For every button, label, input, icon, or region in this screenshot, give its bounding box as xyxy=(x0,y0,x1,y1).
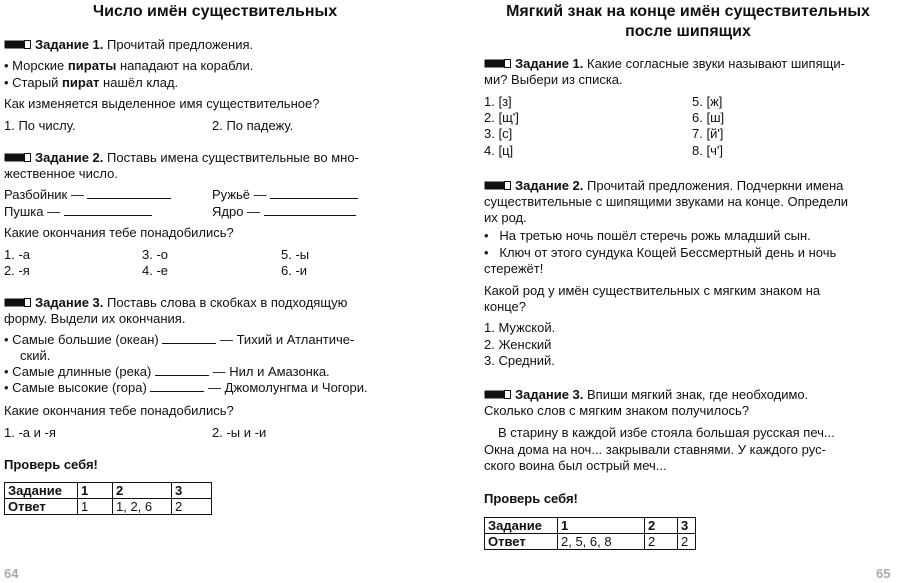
sound-option: 5. [ж] xyxy=(692,94,723,109)
answer-table xyxy=(484,517,696,550)
ending-option: 6. -и xyxy=(281,263,308,278)
table-cell: 3 xyxy=(678,518,696,534)
pencil-icon xyxy=(484,181,512,190)
table-cell: 3 xyxy=(172,483,212,499)
sentence-2: • Старый пират нашёл клад. xyxy=(4,75,179,90)
task-2-text: жественное число. xyxy=(4,166,118,181)
ending-option: 2. -я xyxy=(4,263,30,278)
phrase-item: • Самые большие (океан) — Тихий и Атлантиче- xyxy=(4,332,355,347)
ending-option: 5. -ы xyxy=(281,247,310,262)
answer-option: 1. -а и -я xyxy=(4,425,56,440)
check-title: Проверь себя! xyxy=(484,491,578,506)
page-number: 65 xyxy=(876,566,891,581)
gender-option: 2. Женский xyxy=(484,337,552,352)
task-1-question: Как изменяется выделенное имя существительное? xyxy=(4,96,320,111)
task-2-heading: Задание 2. Поставь имена существительные во мно- xyxy=(4,150,359,166)
sentence-item: • На третью ночь пошёл стеречь рожь младший сын. xyxy=(484,228,811,243)
table-cell: Задание xyxy=(5,483,78,499)
phrase-item-cont: ский. xyxy=(20,348,51,363)
answer-table xyxy=(4,482,212,515)
answer-option: 2. По падежу. xyxy=(212,118,294,133)
blank-line[interactable] xyxy=(162,332,216,344)
task-3-text: форму. Выдели их окончания. xyxy=(4,311,186,326)
sentence-item-cont: стережёт! xyxy=(484,261,544,276)
task-2-heading: Задание 2. Прочитай предложения. Подчеркни имена xyxy=(484,178,843,194)
pencil-icon xyxy=(484,59,512,68)
task-2-question: Какой род у имён существительных с мягким знаком на xyxy=(484,283,821,298)
task-2-question: конце? xyxy=(484,299,527,314)
blank-line[interactable] xyxy=(64,204,152,216)
table-cell: Задание xyxy=(485,518,558,534)
left-page xyxy=(0,0,430,583)
table-cell: 2, 5, 6, 8 xyxy=(558,534,645,550)
table-cell: 1 xyxy=(78,499,113,515)
right-page-title: Мягкий знак на конце имён существительных после шипящих xyxy=(506,3,870,40)
check-title: Проверь себя! xyxy=(4,457,98,472)
task-3-text: Сколько слов с мягким знаком получилось? xyxy=(484,403,750,418)
task-1-heading: Задание 1. Прочитай предложения. xyxy=(4,37,253,53)
table-cell: Ответ xyxy=(485,534,558,550)
ending-option: 1. -а xyxy=(4,247,31,262)
task-1-heading: Задание 1. Какие согласные звуки называют шипящи- xyxy=(484,56,845,72)
right-page xyxy=(478,0,898,583)
pencil-icon xyxy=(484,390,512,399)
task-2-text: их род. xyxy=(484,210,527,225)
sound-option: 7. [й'] xyxy=(692,126,724,141)
word-item: Разбойник — xyxy=(4,187,171,203)
answer-option: 1. По числу. xyxy=(4,118,76,133)
blank-line[interactable] xyxy=(270,187,358,199)
blank-line[interactable] xyxy=(264,204,356,216)
task-1-text: ми? Выбери из списка. xyxy=(484,72,623,87)
page-number: 64 xyxy=(4,566,19,581)
left-page-title: Число имён существительных xyxy=(92,3,338,20)
sound-option: 4. [ц] xyxy=(484,143,514,158)
pencil-icon xyxy=(4,40,32,49)
task-3-heading: Задание 3. Поставь слова в скобках в подходящую xyxy=(4,295,347,311)
table-cell: Ответ xyxy=(5,499,78,515)
task-2-question: Какие окончания тебе понадобились? xyxy=(4,225,234,240)
paragraph-line: В старину в каждой избе стояла большая русская печ... xyxy=(498,425,835,440)
table-cell: 1, 2, 6 xyxy=(113,499,172,515)
table-cell: 2 xyxy=(645,534,678,550)
table-cell: 1 xyxy=(558,518,645,534)
paragraph-line: ского воина был острый меч... xyxy=(484,458,667,473)
sound-option: 3. [с] xyxy=(484,126,513,141)
task-3-heading: Задание 3. Впиши мягкий знак, где необходимо. xyxy=(484,387,808,403)
table-cell: 2 xyxy=(172,499,212,515)
task-2-text: существительные с шипящими звуками на конце. Определи xyxy=(484,194,849,209)
gender-option: 3. Средний. xyxy=(484,353,555,368)
table-cell: 2 xyxy=(678,534,696,550)
table-cell: 2 xyxy=(113,483,172,499)
ending-option: 3. -о xyxy=(142,247,169,262)
sound-option: 2. [щ'] xyxy=(484,110,519,125)
blank-line[interactable] xyxy=(150,380,204,392)
paragraph-line: Окна дома на ноч... закрывали ставнями. У каждого рус- xyxy=(484,442,826,457)
phrase-item: • Самые высокие (гора) — Джомолунгма и Чогори. xyxy=(4,380,368,395)
phrase-item: • Самые длинные (река) — Нил и Амазонка. xyxy=(4,364,330,379)
ending-option: 4. -е xyxy=(142,263,169,278)
pencil-icon xyxy=(4,153,32,162)
gender-option: 1. Мужской. xyxy=(484,320,556,335)
table-cell: 2 xyxy=(645,518,678,534)
table-cell: 1 xyxy=(78,483,113,499)
blank-line[interactable] xyxy=(155,364,209,376)
answer-option: 2. -ы и -и xyxy=(212,425,267,440)
task-3-question: Какие окончания тебе понадобились? xyxy=(4,403,234,418)
pencil-icon xyxy=(4,298,32,307)
word-item: Пушка — xyxy=(4,204,152,220)
word-item: Ружьё — xyxy=(212,187,358,203)
sound-option: 1. [з] xyxy=(484,94,512,109)
word-item: Ядро — xyxy=(212,204,356,220)
blank-line[interactable] xyxy=(87,187,171,199)
sentence-1: • Морские пираты нападают на корабли. xyxy=(4,58,254,73)
sound-option: 8. [ч'] xyxy=(692,143,723,158)
sentence-item: • Ключ от этого сундука Кощей Бессмертный день и ночь xyxy=(484,245,837,260)
sound-option: 6. [ш] xyxy=(692,110,725,125)
